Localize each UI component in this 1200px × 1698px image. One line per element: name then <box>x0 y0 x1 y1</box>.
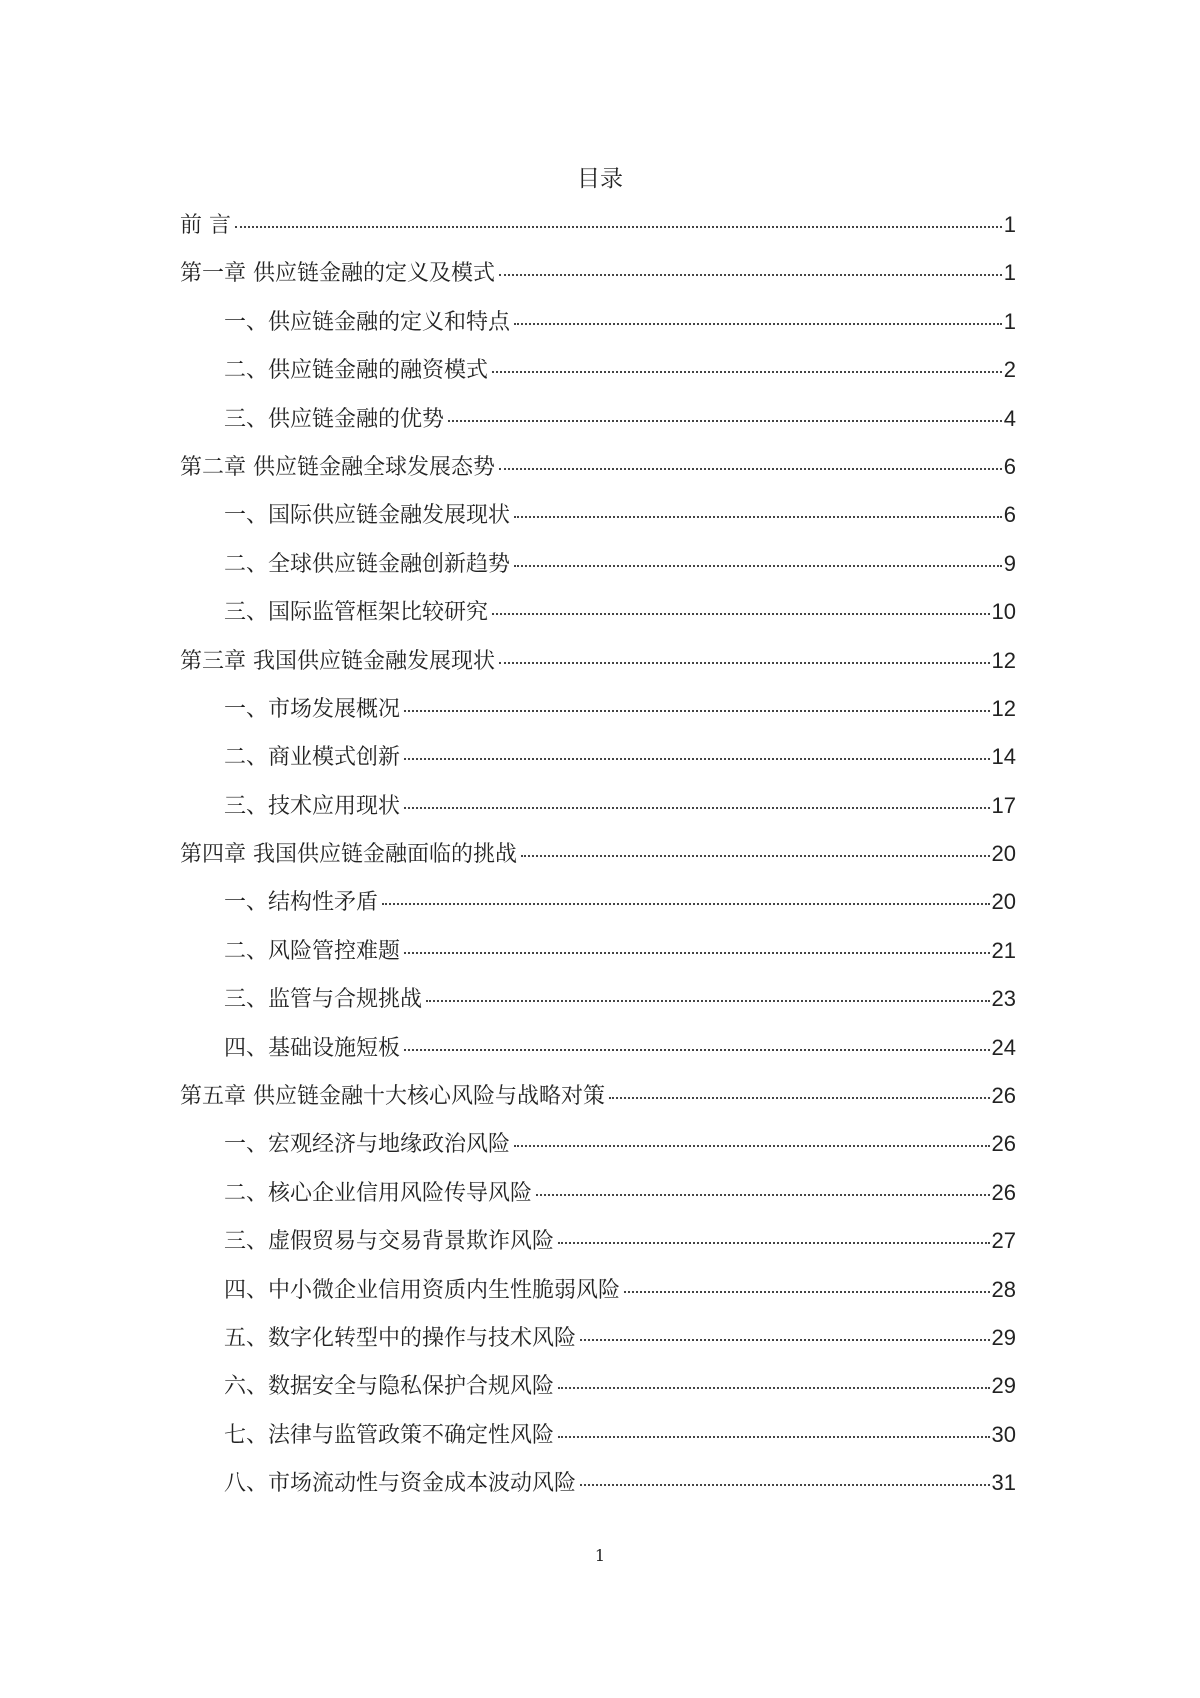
dot-leader <box>404 758 990 760</box>
toc-entry-page: 1 <box>1003 212 1016 237</box>
toc-entry[interactable] <box>180 1176 1016 1224</box>
toc-entry-page: 17 <box>991 792 1016 818</box>
dot-leader <box>235 226 1002 228</box>
toc-entry[interactable] <box>180 934 1016 982</box>
toc-entry-label: 三、虚假贸易与交易背景欺诈风险 <box>224 1229 555 1255</box>
dot-leader <box>580 1484 990 1486</box>
toc-entry[interactable] <box>180 885 1016 933</box>
toc-entry-label: 二、核心企业信用风险传导风险 <box>224 1180 533 1206</box>
dot-leader <box>499 274 1002 276</box>
toc-entry-label: 二、商业模式创新 <box>224 745 401 771</box>
toc-entry-label: 八、市场流动性与资金成本波动风险 <box>224 1471 577 1497</box>
toc-entry-page: 10 <box>991 599 1016 625</box>
dot-leader <box>514 323 1002 325</box>
toc-entry-label: 第五章 供应链金融十大核心风险与战略对策 <box>180 1084 605 1110</box>
dot-leader <box>492 371 1002 373</box>
toc-entry-label: 一、供应链金融的定义和特点 <box>224 309 511 335</box>
toc-entry-label: 二、全球供应链金融创新趋势 <box>224 551 511 577</box>
toc-entry-label: 四、基础设施短板 <box>224 1035 401 1061</box>
toc-entry-label: 二、风险管控难题 <box>224 938 401 964</box>
dot-leader <box>558 1387 990 1389</box>
dot-leader <box>448 420 1002 422</box>
toc-entry[interactable] <box>180 837 1016 885</box>
toc-entry-page: 21 <box>991 937 1016 963</box>
toc-entry-page: 23 <box>991 986 1016 1012</box>
toc-entry-label: 第四章 我国供应链金融面临的挑战 <box>180 842 517 868</box>
dot-leader <box>404 710 990 712</box>
toc-entry-page: 26 <box>991 1083 1016 1109</box>
toc-entry[interactable] <box>180 305 1016 353</box>
dot-leader <box>514 516 1002 518</box>
dot-leader <box>404 807 990 809</box>
dot-leader <box>624 1291 990 1293</box>
toc-entry[interactable] <box>180 450 1016 498</box>
toc-entry-label: 七、法律与监管政策不确定性风险 <box>224 1422 555 1448</box>
dot-leader <box>426 1000 990 1002</box>
toc-entry[interactable] <box>180 1079 1016 1127</box>
toc-entry-page: 14 <box>991 744 1016 770</box>
toc-entry-page: 28 <box>991 1276 1016 1302</box>
toc-entry[interactable] <box>180 644 1016 692</box>
dot-leader <box>499 662 990 664</box>
toc-entry[interactable] <box>180 982 1016 1030</box>
toc-entry-page: 27 <box>991 1228 1016 1254</box>
dot-leader <box>558 1436 990 1438</box>
toc-entry-page: 1 <box>1003 308 1016 334</box>
dot-leader <box>382 903 990 905</box>
toc-entry-label: 第二章 供应链金融全球发展态势 <box>180 454 495 480</box>
toc-entry[interactable] <box>180 547 1016 595</box>
toc-entry-label: 三、技术应用现状 <box>224 793 401 819</box>
dot-leader <box>514 565 1002 567</box>
toc-entry-page: 6 <box>1003 502 1016 528</box>
toc-entry-label: 第一章 供应链金融的定义及模式 <box>180 261 495 287</box>
toc-entry-label: 三、供应链金融的优势 <box>224 406 445 432</box>
toc-entry-label: 三、国际监管框架比较研究 <box>224 600 489 626</box>
toc-entry[interactable] <box>180 353 1016 401</box>
toc-entry-label: 一、国际供应链金融发展现状 <box>224 503 511 529</box>
toc-entry[interactable] <box>180 595 1016 643</box>
toc-entry[interactable] <box>180 1127 1016 1175</box>
toc-entry-page: 29 <box>991 1324 1016 1350</box>
dot-leader <box>404 952 990 954</box>
dot-leader <box>404 1049 990 1051</box>
toc-entry[interactable] <box>180 1466 1016 1514</box>
toc-title: 目录 <box>577 166 623 192</box>
toc-entry[interactable] <box>180 1273 1016 1321</box>
toc-entry-page: 20 <box>991 841 1016 867</box>
toc-entry[interactable] <box>180 740 1016 788</box>
dot-leader <box>521 855 990 857</box>
page-number: 1 <box>594 1546 606 1565</box>
toc-entry-page: 12 <box>991 647 1016 673</box>
toc-entry-page: 6 <box>1003 453 1016 479</box>
toc-entry[interactable] <box>180 1321 1016 1369</box>
toc-entry-page: 24 <box>991 1034 1016 1060</box>
toc-entry-page: 31 <box>991 1470 1016 1496</box>
toc-entry-page: 20 <box>991 889 1016 915</box>
toc-entry-label: 第三章 我国供应链金融发展现状 <box>180 648 495 674</box>
toc-entry-label: 四、中小微企业信用资质内生性脆弱风险 <box>224 1277 621 1303</box>
toc-entry-label: 一、宏观经济与地缘政治风险 <box>224 1132 511 1158</box>
dot-leader <box>499 468 1002 470</box>
dot-leader <box>492 613 990 615</box>
table-of-contents <box>180 208 1016 1515</box>
toc-entry[interactable] <box>180 256 1016 304</box>
toc-entry-page: 2 <box>1003 357 1016 383</box>
toc-entry-label: 一、市场发展概况 <box>224 696 401 722</box>
toc-entry-page: 12 <box>991 695 1016 721</box>
toc-entry-page: 26 <box>991 1131 1016 1157</box>
toc-entry-page: 9 <box>1003 550 1016 576</box>
dot-leader <box>536 1194 990 1196</box>
toc-entry-page: 30 <box>991 1421 1016 1447</box>
toc-entry-label: 六、数据安全与隐私保护合规风险 <box>224 1374 555 1400</box>
toc-entry[interactable] <box>180 789 1016 837</box>
toc-entry-label: 三、监管与合规挑战 <box>224 987 423 1013</box>
toc-entry-page: 26 <box>991 1179 1016 1205</box>
toc-entry[interactable] <box>180 1418 1016 1466</box>
toc-entry[interactable] <box>180 402 1016 450</box>
toc-entry-label: 二、供应链金融的融资模式 <box>224 358 489 384</box>
toc-entry[interactable] <box>180 692 1016 740</box>
toc-entry[interactable] <box>180 498 1016 546</box>
toc-entry-page: 29 <box>991 1373 1016 1399</box>
toc-entry-label: 前 言 <box>180 213 231 238</box>
toc-entry[interactable] <box>180 1224 1016 1272</box>
dot-leader <box>609 1097 990 1099</box>
toc-entry-label: 一、结构性矛盾 <box>224 890 379 916</box>
toc-entry[interactable] <box>180 1369 1016 1417</box>
toc-entry-label: 五、数字化转型中的操作与技术风险 <box>224 1325 577 1351</box>
toc-entry[interactable] <box>180 1031 1016 1079</box>
dot-leader <box>514 1145 990 1147</box>
dot-leader <box>558 1242 990 1244</box>
toc-entry-page: 1 <box>1003 260 1016 286</box>
toc-entry[interactable] <box>180 208 1016 256</box>
dot-leader <box>580 1339 990 1341</box>
toc-entry-page: 4 <box>1003 405 1016 431</box>
